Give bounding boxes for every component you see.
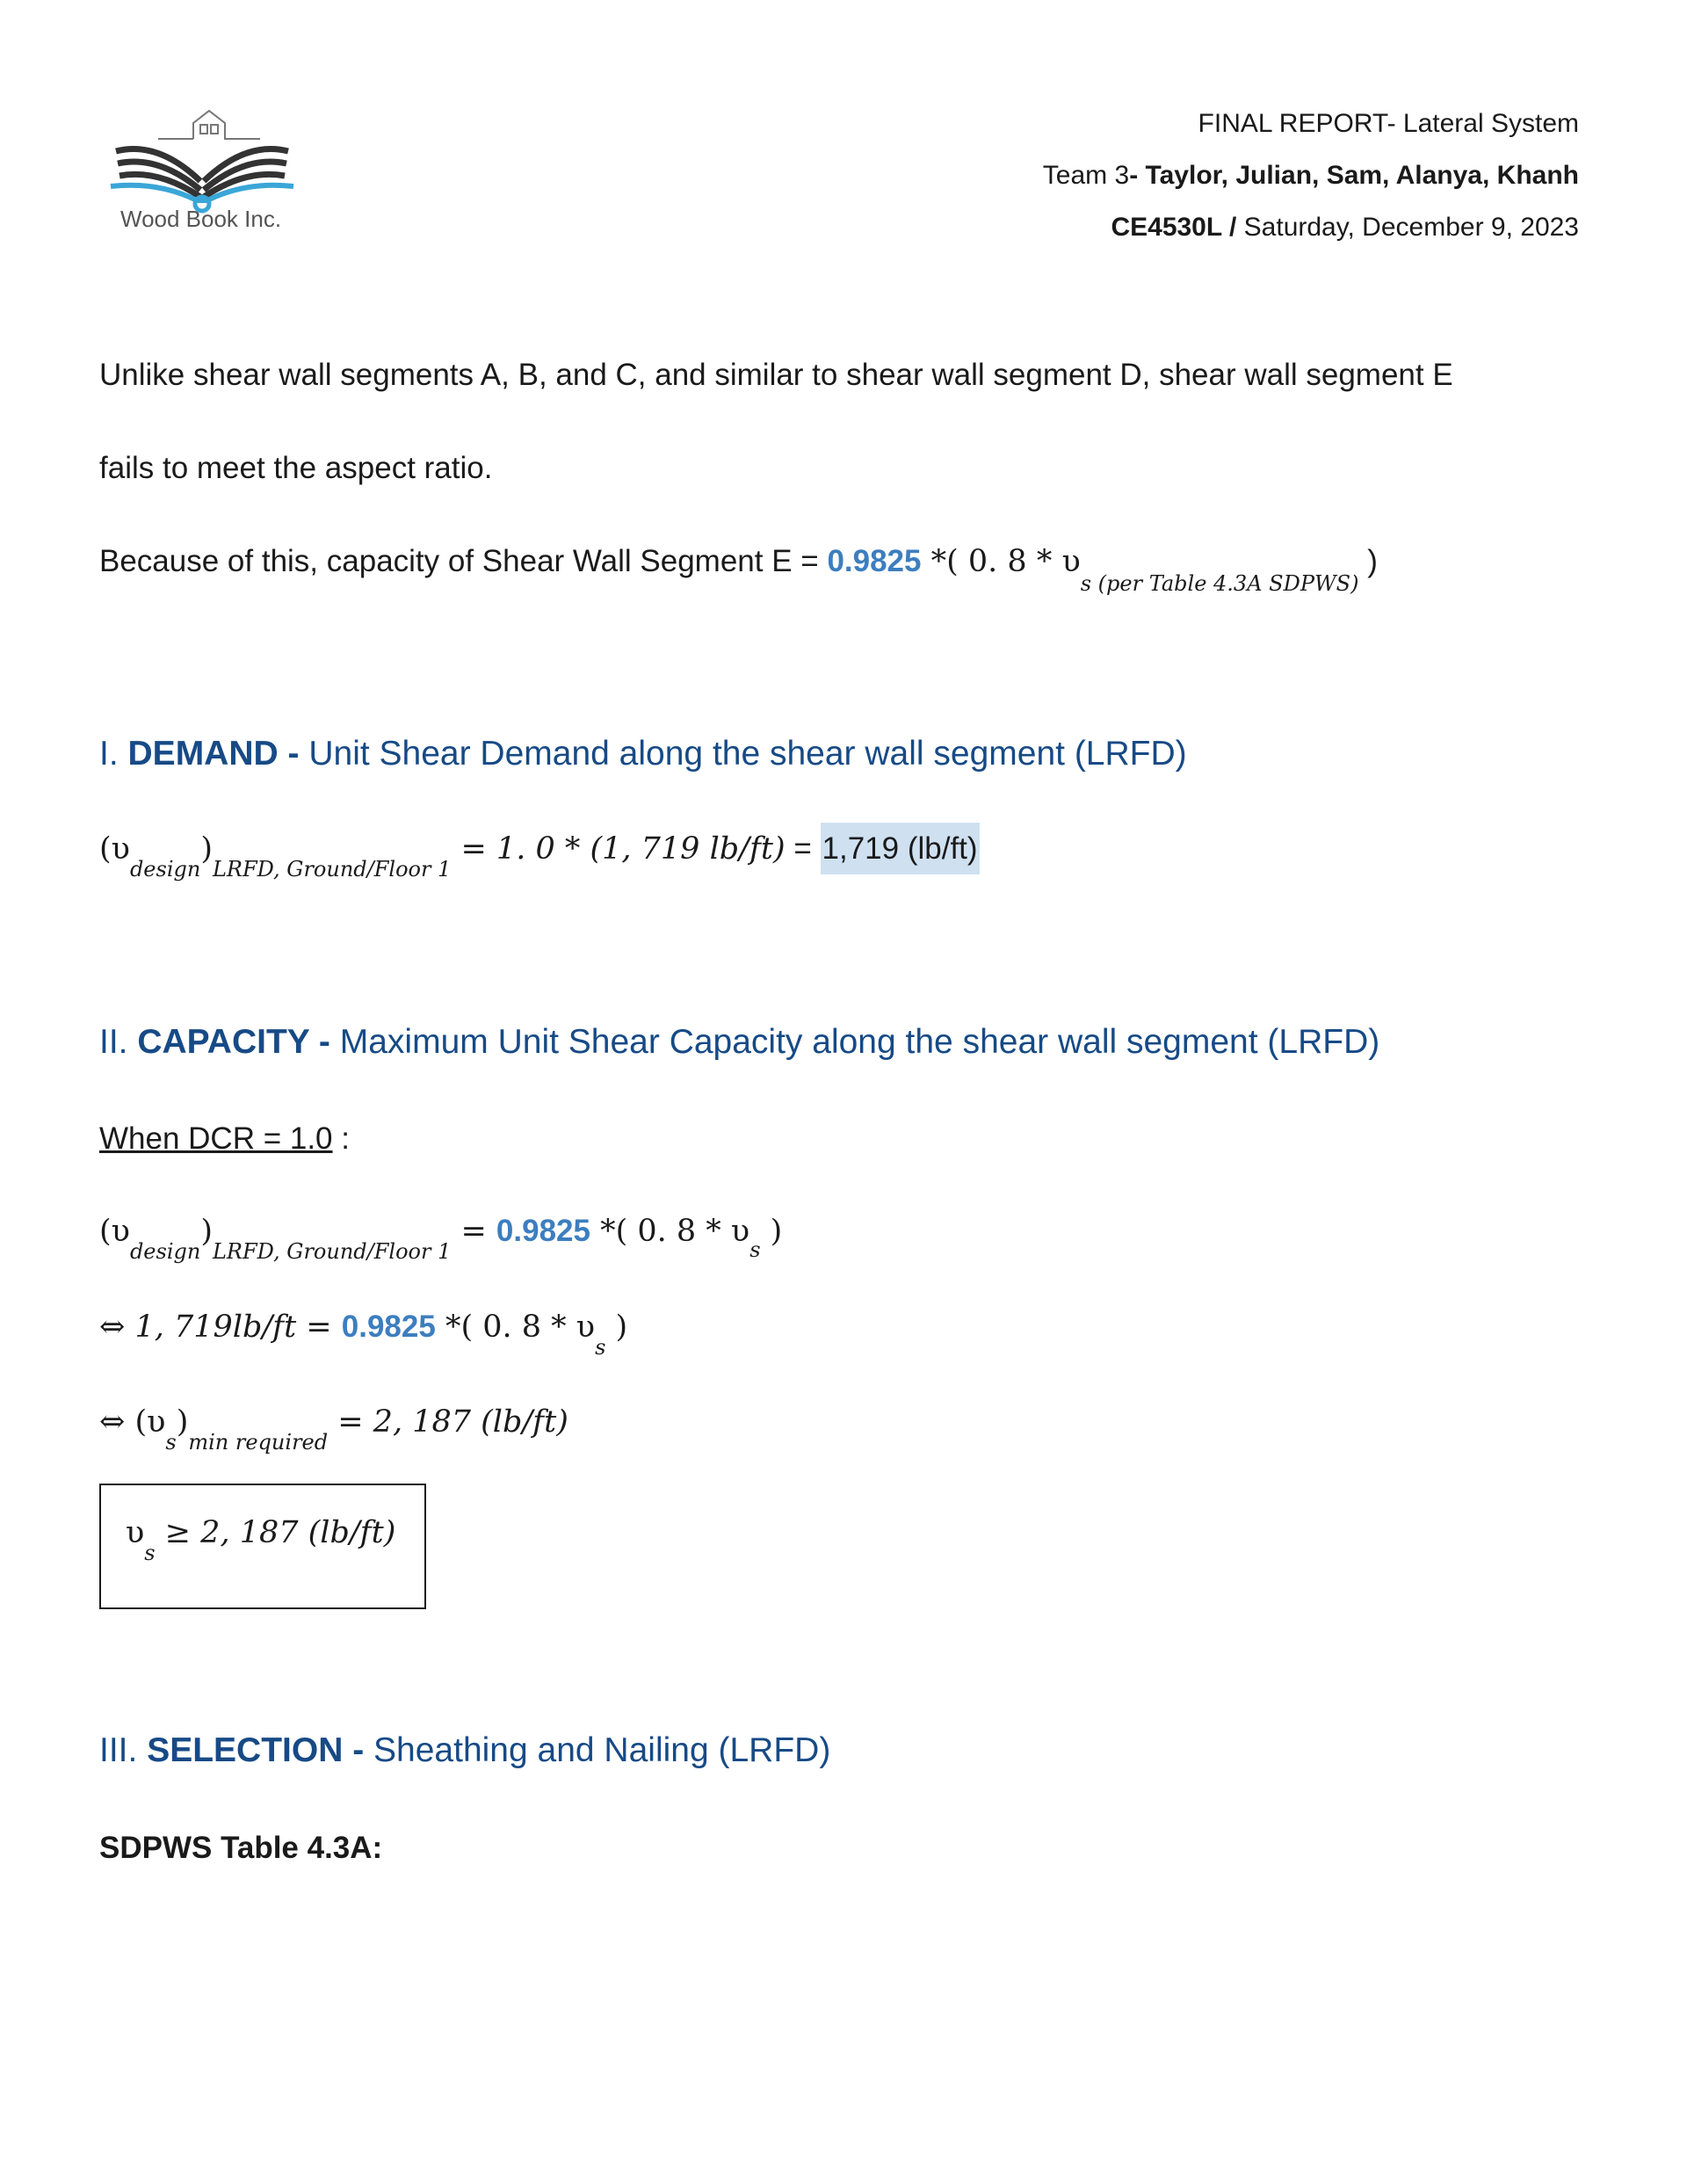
section-capacity-heading: II. CAPACITY - Maximum Unit Shear Capacity along the shear wall segment (LRFD) [99,1023,1380,1061]
demand-result: 1,719 (lb/ft) [821,823,980,874]
logo-text: Wood Book Inc. [120,206,282,232]
section-selection-heading: III. SELECTION - Sheathing and Nailing (LRFD) [99,1731,831,1769]
capacity-equation-3: ⇔ $(\upsilon_s)_{min required} = 2$, 187 (lb/ft) [99,1404,568,1455]
intro-line-1: Unlike shear wall segments A, B, and C, and similar to shear wall segment D, shear wall segment E [99,358,1453,392]
min-shear-requirement: $\upsilon_s \ge 2$, 187 (lb/ft) [126,1515,396,1565]
result-box [99,1484,426,1609]
capacity-equation-2: ⇔ 1, 719lb/ft = 0.9825 *( 0. $8 * \upsilon_s$ ) [99,1310,628,1360]
intro-line-2: fails to meet the aspect ratio. [99,451,493,485]
reduction-factor: 0.9825 [827,544,922,578]
report-title: FINAL REPORT- Lateral System [1198,109,1579,138]
capacity-equation-1: $(\upsilon_{design})_{LRFD, Ground/Floor 1} = 0.9825$ *( 0. $8 * \upsilon_s$ ) [99,1214,783,1264]
capacity-statement: Because of this, capacity of Shear Wall Segment E = 0.9825 *( 0. $8 * \upsilon_{s (per Table 4.3A SDPWS)}$ ) [99,544,1378,596]
dcr-condition: When DCR = 1.0 : [99,1121,350,1156]
demand-equation: $(\upsilon_{design})_{LRFD, Ground/Floor 1} = 1$. 0 * (1, 719 lb/ft) = 1,719 (lb/ft) [99,831,980,867]
table-label: SDPWS Table 4.3A: [99,1831,383,1865]
course-date-line: CE4530L / Saturday, December 9, 2023 [1111,213,1579,242]
section-demand-heading: I. DEMAND - Unit Shear Demand along the shear wall segment (LRFD) [99,735,1187,773]
team-line: Team 3- Taylor, Julian, Sam, Alanya, Khanh [1042,161,1579,190]
